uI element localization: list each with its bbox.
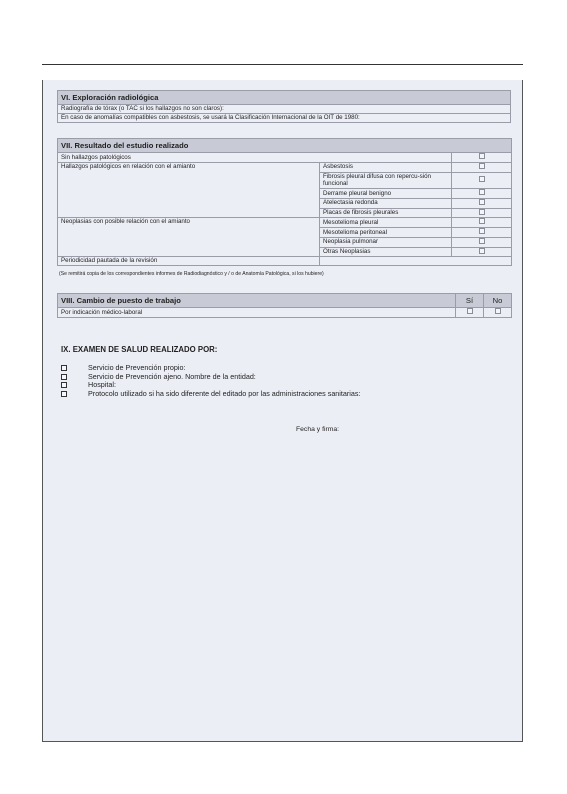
periodicidad-field[interactable] bbox=[320, 257, 512, 266]
neoplasias-label: Neoplasias con posible relación con el amianto bbox=[58, 218, 320, 257]
section-ix-title: IX. EXAMEN DE SALUD REALIZADO POR: bbox=[61, 345, 218, 354]
section-viii-title: VIII. Cambio de puesto de trabajo bbox=[58, 294, 456, 308]
hospital-label: Hospital: bbox=[88, 380, 116, 390]
fibrosis-pleural-checkbox[interactable] bbox=[479, 176, 485, 182]
servicio-ajeno-checkbox[interactable] bbox=[61, 374, 67, 380]
protocolo-label: Protocolo utilizado si ha sido diferente del editado por las administraciones sanitarias: bbox=[88, 388, 361, 398]
otras-neoplasias-label: Otras Neoplasias bbox=[320, 247, 452, 257]
examen-realizado-list bbox=[61, 364, 360, 398]
asbestosis-checkbox[interactable] bbox=[479, 163, 485, 169]
hospital-checkbox[interactable] bbox=[61, 382, 67, 388]
mesotelioma-peritoneal-checkbox[interactable] bbox=[479, 228, 485, 234]
section-vii-table bbox=[57, 138, 512, 266]
si-column-header: Sí bbox=[456, 294, 484, 308]
indicacion-medico-label: Por indicación médico-laboral bbox=[58, 308, 456, 318]
atelectasia-checkbox[interactable] bbox=[479, 199, 485, 205]
derrame-pleural-checkbox[interactable] bbox=[479, 189, 485, 195]
servicio-ajeno-label: Servicio de Prevención ajeno. Nombre de la entidad: bbox=[88, 371, 256, 381]
neoplasia-pulmonar-label: Neoplasia pulmonar bbox=[320, 237, 452, 247]
hallazgos-label: Hallazgos patológicos en relación con el amianto bbox=[58, 162, 320, 218]
fecha-firma-label: Fecha y firma: bbox=[296, 426, 340, 433]
periodicidad-label: Periodicidad pautada de la revisión bbox=[58, 257, 320, 266]
si-checkbox[interactable] bbox=[467, 308, 473, 314]
no-column-header: No bbox=[484, 294, 512, 308]
radiografia-row: Radiografía de tórax (o TAC si los hallazgos no son claros): bbox=[58, 105, 511, 114]
no-checkbox[interactable] bbox=[495, 308, 501, 314]
placas-fibrosis-label: Placas de fibrosis pleurales bbox=[320, 208, 452, 218]
clasificacion-oit-row: En caso de anomalías compatibles con asbestosis, se usará la Clasificación Internacional de la OIT de 1980: bbox=[58, 113, 511, 122]
sin-hallazgos-label: Sin hallazgos patológicos bbox=[58, 153, 452, 163]
otras-neoplasias-checkbox[interactable] bbox=[479, 248, 485, 254]
mesotelioma-pleural-label: Mesotelioma pleural bbox=[320, 218, 452, 228]
protocolo-checkbox[interactable] bbox=[61, 391, 67, 397]
section-vi-table bbox=[57, 90, 511, 123]
neoplasia-pulmonar-checkbox[interactable] bbox=[479, 238, 485, 244]
derrame-pleural-label: Derrame pleural benigno bbox=[320, 189, 452, 199]
placas-fibrosis-checkbox[interactable] bbox=[479, 209, 485, 215]
top-rule bbox=[42, 64, 523, 65]
sin-hallazgos-checkbox[interactable] bbox=[479, 153, 485, 159]
mesotelioma-peritoneal-label: Mesotelioma peritoneal bbox=[320, 228, 452, 238]
informes-note: (Se remitirá copia de los correspondientes informes de Radiodiagnóstico y / o de Anatomía Patológica, si los hubiere) bbox=[59, 271, 324, 277]
mesotelioma-pleural-checkbox[interactable] bbox=[479, 218, 485, 224]
asbestosis-label: Asbestosis bbox=[320, 162, 452, 172]
section-vii-title: VII. Resultado del estudio realizado bbox=[58, 139, 512, 153]
list-item bbox=[61, 390, 360, 399]
fibrosis-pleural-label: Fibrosis pleural difusa con repercu-sión funcional bbox=[320, 172, 452, 189]
servicio-propio-label: Servicio de Prevención propio: bbox=[88, 363, 186, 372]
atelectasia-label: Atelectasia redonda bbox=[320, 198, 452, 208]
section-viii-table bbox=[57, 293, 512, 318]
section-vi-title: VI. Exploración radiológica bbox=[58, 91, 511, 105]
servicio-propio-checkbox[interactable] bbox=[61, 365, 67, 371]
